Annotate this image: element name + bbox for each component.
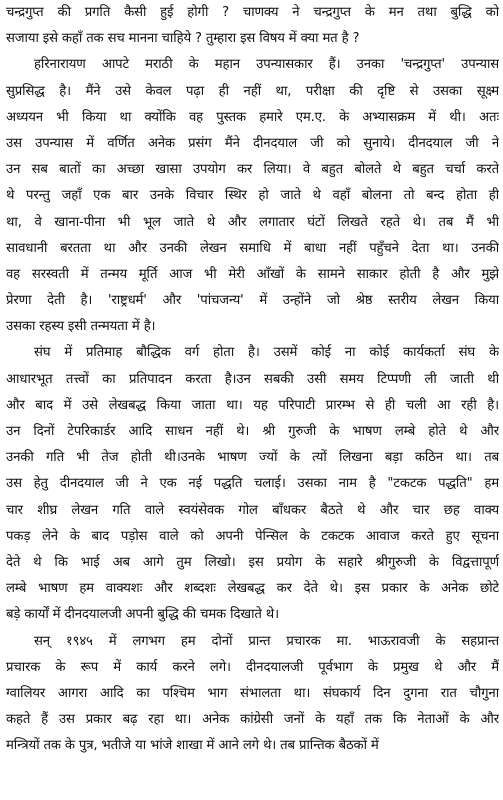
text-line: थे परन्तु जहाँ एक बार उनके विचार स्थिर हो जाते थे वहाँ बोलना तो बन्द होता ही — [6, 188, 499, 204]
text-line: सन् १९४५ में लगभग हम दोनों प्रान्त प्रचारक मा. भाऊरावजी के सहप्रान्त — [34, 633, 499, 649]
paragraph — [6, 629, 499, 760]
paragraph — [6, 52, 499, 340]
text-line: उस हेतु दीनदयाल जी ने एक नई पद्धति चलाई। उसका नाम है "टकटक पद्धति" हम — [6, 476, 499, 492]
text-line: प्रचारक के रूप में कार्य करने लगे। दीनदयालजी पूर्वभाग के प्रमुख थे और मैं — [6, 659, 499, 675]
text-line: सजाया इसे कहाँ तक सच मानना चाहिये ? तुम्हारा इस विषय में क्या मत है ? — [6, 31, 360, 47]
text-line: उस उपन्यास में वर्णित अनेक प्रसंग मैंने दीनदयाल जी को सुनाये। दीनदयाल जी ने — [6, 135, 499, 151]
paragraph — [6, 340, 499, 628]
text-line: उसका रहस्य इसी तन्मयता में है। — [6, 319, 156, 335]
text-line: संघ में प्रतिमाह बौद्धिक वर्ग होता है। उसमें कोई ना कोई कार्यकर्ता संघ के — [34, 345, 499, 361]
text-line: चन्द्रगुप्त की प्रगति कैसी हुई होगी ? चाणक्य ने चन्द्रगुप्त के मन तथा बुद्धि को — [6, 5, 499, 20]
text-line: लम्बे भाषण हम वाक्यशः और शब्दशः लेखबद्ध कर देते थे। इस प्रकार के अनेक छोटे — [6, 581, 499, 597]
text-line: चार शीघ्र लेखन गति वाले स्वयंसेवक गोल बाँधकर बैठते थे और चार छह वाक्य — [6, 502, 499, 518]
text-line: उन सब बातों का अच्छा खासा उपयोग कर लिया। वे बहुत बोलते थे बहुत चर्चा करते — [6, 162, 499, 178]
text-line: सावधानी बरतता था और उनकी लेखन समाधि में बाधा नहीं पहुँचने देता था। उनकी — [6, 240, 499, 256]
text-line: उन दिनों टेपरिकार्डर आदि साधन नहीं थे। श्री गुरुजी के भाषण लम्बे होते थे और — [6, 424, 499, 439]
text-line: उनकी गति भी तेज होती थी।उनके भाषण ज्यों के त्यों लिखना बड़ा कठिन था। तब — [6, 450, 499, 466]
text-line: आधारभूत तत्त्वों का प्रतिपादन करता है।उन सबकी उसी समय टिप्पणी ली जाती थी — [6, 371, 499, 387]
text-line: सुप्रसिद्ध है। मैंने उसे केवल पढ़ा ही नहीं था, परीक्षा की दृष्टि से उसका सूक्ष्म — [6, 83, 499, 99]
paragraph — [6, 0, 499, 52]
text-line: ग्वालियर आगरा आदि का पश्चिम भाग संभालता था। संघकार्य दिन दुगना रात चौगुना — [6, 685, 499, 701]
text-line: था, वे खाना-पीना भी भूल जाते थे और लगातार घंटों लिखते रहते थे। तब मैं भी — [6, 214, 499, 230]
text-line: देते थे कि भाई अब आगे तुम लिखो। इस प्रयोग के सहारे श्रीगुरुजी के विद्वत्तापूर्ण — [6, 554, 499, 570]
text-line: वह सरस्वती में तन्मय मूर्ति आज भी मेरी आँखों के सामने साकार होती है और मुझे — [6, 266, 499, 282]
text-line: बड़े कार्यों में दीनदयालजी अपनी बुद्धि की चमक दिखाते थे। — [6, 607, 279, 623]
text-line: प्रेरणा देती है। 'राष्ट्रधर्म' और 'पांचजन्य' में उन्होंने जो श्रेष्ठ स्तरीय लेखन किया — [6, 293, 499, 309]
text-line: मन्त्रियों तक के पुत्र, भतीजे या भांजे शाखा में आने लगे थे। तब प्रान्तिक बैठकों में — [6, 738, 379, 754]
text-line: और बाद में उसे लेखबद्ध किया जाता था। यह परिपाटी प्रारम्भ से ही चली आ रही है। — [6, 397, 499, 413]
text-line: हरिनारायण आपटे मराठी के महान उपन्यासकार हैं। उनका 'चन्द्रगुप्त' उपन्यास — [34, 57, 499, 73]
text-line: कहते हैं उस प्रकार बढ़ रहा था। अनेक कांग्रेसी जनों के यहाँ तक कि नेताओं के और — [6, 712, 499, 728]
text-line: पकड़ लेने के बाद पड़ोस वाले को अपनी पेन्सिल के टकटक आवाज करते हुए सूचना — [6, 528, 499, 544]
text-line: अध्ययन भी किया था क्योंकि वह पुस्तक हमारे एम.ए. के अभ्यासक्रम में थी। अतः — [6, 109, 499, 125]
